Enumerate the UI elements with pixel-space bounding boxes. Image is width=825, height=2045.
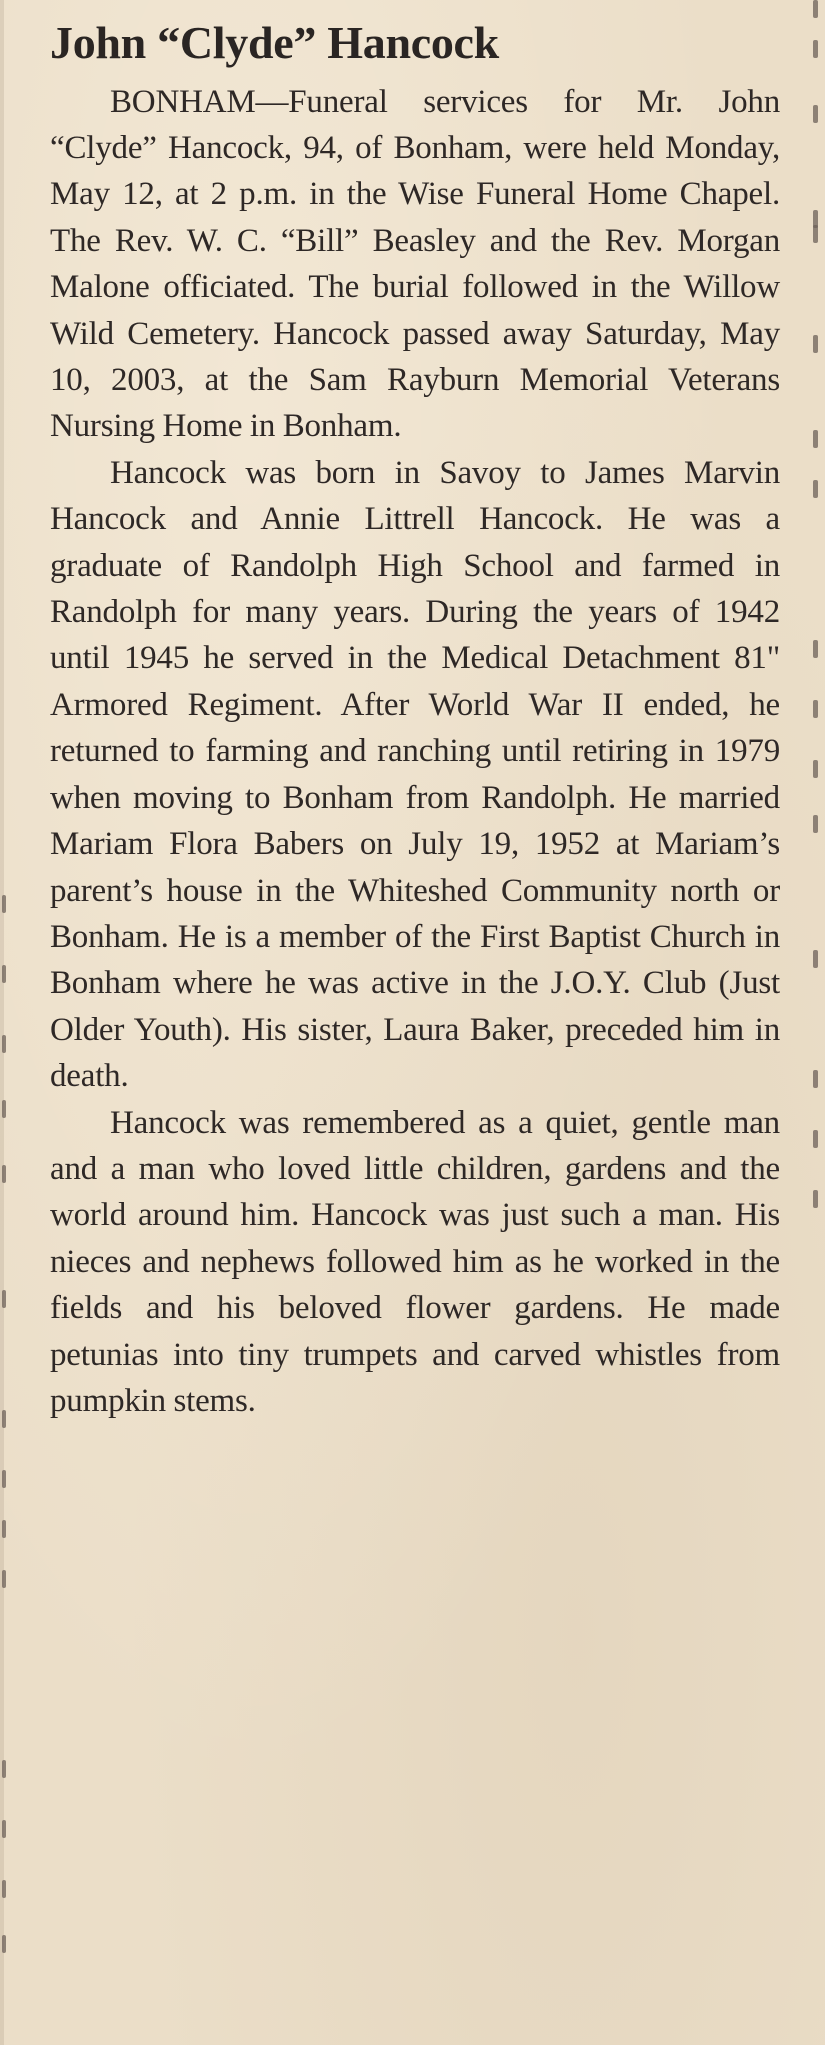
text-fragment-mark <box>2 1410 6 1428</box>
text-fragment-mark <box>813 640 818 658</box>
text-fragment-mark <box>2 1520 6 1538</box>
text-fragment-mark <box>813 1070 818 1088</box>
adjacent-column-fragments-left <box>0 0 20 2045</box>
text-fragment-mark <box>2 1570 6 1588</box>
text-fragment-mark <box>2 1100 6 1118</box>
article-paragraph-3: Hancock was remembered as a quiet, gentle man and a man who loved little children, gardens and the world around him. Hancock was just such a man. His nieces and nephews followed him as he worked in the fields and his beloved flower gardens. He made petunias into tiny trumpets and carved whistles from pumpkin stems. <box>50 1104 780 1419</box>
article-headline: John “Clyde” Hancock <box>50 17 499 68</box>
text-fragment-mark <box>2 1820 6 1838</box>
text-fragment-mark <box>813 105 818 123</box>
text-fragment-mark <box>813 0 818 18</box>
text-fragment-mark <box>2 1165 6 1183</box>
article-paragraph-2: Hancock was born in Savoy to James Marvin Hancock and Annie Littrell Hancock. He was a graduate of Randolph High School and farmed in Randolph for many years. During the years of 1942 until 1945 he served in the Medical Detachment 81" Armored Regiment. After World War II ended, he returned to farming and ranching until retiring in 1979 when moving to Bonham from Randolph. He married Mariam Flora Babers on July 19, 1952 at Mariam’s parent’s house in the Whiteshed Community north or Bonham. He is a member of the First Baptist Church in Bonham where he was active in the J.O.Y. Club (Just Older Youth). His sister, Laura Baker, preceded him in death. <box>50 454 780 1095</box>
article-paragraph-1: BONHAM—Funeral services for Mr. John “Clyde” Hancock, 94, of Bonham, were held Monday, May 12, at 2 p.m. in the Wise Funeral Home Chapel. The Rev. W. C. “Bill” Beasley and the Rev. Morgan Malone officiated. The burial followed in the Willow Wild Cemetery. Hancock passed away Saturday, May 10, 2003, at the Sam Rayburn Memorial Veterans Nursing Home in Bonham. <box>50 83 780 445</box>
text-fragment-mark <box>2 895 6 913</box>
adjacent-column-fragments-right <box>805 0 825 2045</box>
text-fragment-mark <box>813 1130 818 1148</box>
text-fragment-mark <box>813 430 818 448</box>
obituary-article <box>50 18 780 1424</box>
text-fragment-mark <box>2 1470 6 1488</box>
text-fragment-mark <box>813 480 818 498</box>
text-fragment-mark <box>2 1935 6 1953</box>
text-fragment-mark <box>2 1760 6 1778</box>
text-fragment-mark <box>2 1035 6 1053</box>
text-fragment-mark <box>813 950 818 968</box>
text-fragment-mark <box>813 815 818 833</box>
text-fragment-mark <box>813 1190 818 1208</box>
text-fragment-mark <box>813 40 818 58</box>
text-fragment-mark <box>813 225 818 243</box>
text-fragment-mark <box>813 700 818 718</box>
text-fragment-mark <box>2 1290 6 1308</box>
text-fragment-mark <box>813 335 818 353</box>
text-fragment-mark <box>2 965 6 983</box>
text-fragment-mark <box>813 760 818 778</box>
text-fragment-mark <box>2 1880 6 1898</box>
